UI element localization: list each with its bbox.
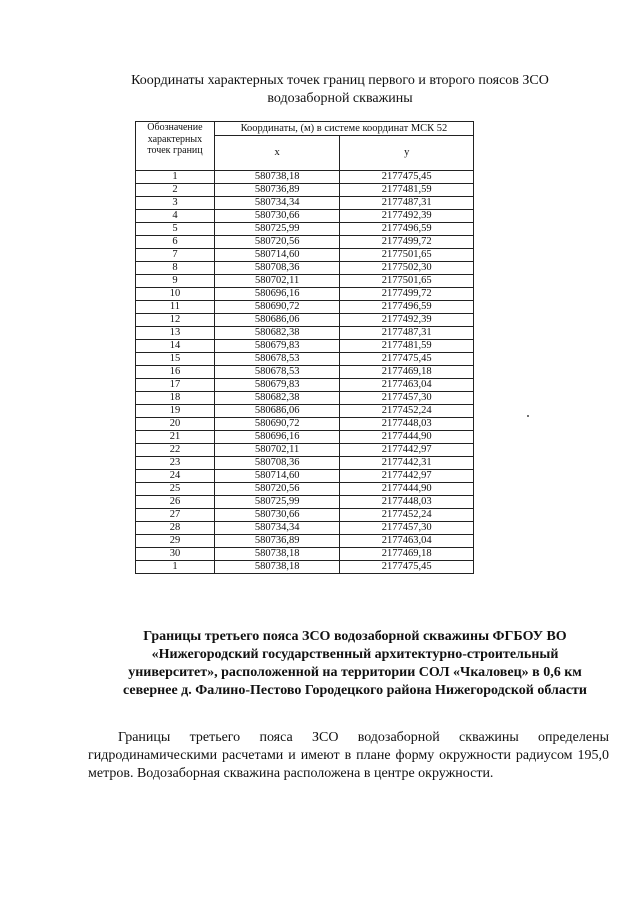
y-coordinate-cell: 2177448,03	[340, 496, 474, 509]
table-row	[136, 288, 474, 301]
x-coordinate-cell: 580738,18	[214, 171, 340, 184]
x-coordinate-cell: 580714,60	[214, 470, 340, 483]
table-row	[136, 353, 474, 366]
x-coordinate-cell: 580679,83	[214, 340, 340, 353]
table-row	[136, 275, 474, 288]
table-row	[136, 444, 474, 457]
x-coordinate-cell: 580725,99	[214, 496, 340, 509]
page-title	[60, 72, 620, 108]
y-coordinate-cell: 2177475,45	[340, 171, 474, 184]
point-number-cell: 25	[136, 483, 215, 496]
point-number-cell: 6	[136, 236, 215, 249]
y-coordinate-cell: 2177481,59	[340, 340, 474, 353]
point-number-cell: 15	[136, 353, 215, 366]
table-row	[136, 483, 474, 496]
y-coordinate-cell: 2177444,90	[340, 483, 474, 496]
x-coordinate-cell: 580736,89	[214, 535, 340, 548]
point-number-cell: 9	[136, 275, 215, 288]
coordinates-table-header	[136, 122, 474, 171]
table-row	[136, 210, 474, 223]
y-coordinate-cell: 2177457,30	[340, 392, 474, 405]
point-number-cell: 23	[136, 457, 215, 470]
header-designation: Обозначение характерных точек границ	[136, 122, 215, 171]
table-row	[136, 262, 474, 275]
point-number-cell: 12	[136, 314, 215, 327]
x-coordinate-cell: 580682,38	[214, 392, 340, 405]
y-coordinate-cell: 2177502,30	[340, 262, 474, 275]
point-number-cell: 18	[136, 392, 215, 405]
y-coordinate-cell: 2177463,04	[340, 379, 474, 392]
point-number-cell: 24	[136, 470, 215, 483]
x-coordinate-cell: 580738,18	[214, 561, 340, 574]
header-coordinate-system: Координаты, (м) в системе координат МСК 52	[214, 122, 473, 136]
x-coordinate-cell: 580690,72	[214, 301, 340, 314]
x-coordinate-cell: 580702,11	[214, 444, 340, 457]
y-coordinate-cell: 2177457,30	[340, 522, 474, 535]
table-row	[136, 535, 474, 548]
x-coordinate-cell: 580738,18	[214, 548, 340, 561]
y-coordinate-cell: 2177442,97	[340, 444, 474, 457]
coordinates-table-body	[136, 171, 474, 574]
x-coordinate-cell: 580734,34	[214, 522, 340, 535]
table-row	[136, 457, 474, 470]
point-number-cell: 14	[136, 340, 215, 353]
point-number-cell: 13	[136, 327, 215, 340]
y-coordinate-cell: 2177475,45	[340, 353, 474, 366]
table-row	[136, 392, 474, 405]
table-row	[136, 561, 474, 574]
page-title-line-1: Координаты характерных точек границ первого и второго поясов ЗСО	[131, 73, 549, 88]
point-number-cell: 1	[136, 171, 215, 184]
y-coordinate-cell: 2177475,45	[340, 561, 474, 574]
table-row	[136, 522, 474, 535]
point-number-cell: 20	[136, 418, 215, 431]
y-coordinate-cell: 2177481,59	[340, 184, 474, 197]
x-coordinate-cell: 580686,06	[214, 314, 340, 327]
y-coordinate-cell: 2177496,59	[340, 223, 474, 236]
point-number-cell: 10	[136, 288, 215, 301]
y-coordinate-cell: 2177487,31	[340, 327, 474, 340]
point-number-cell: 16	[136, 366, 215, 379]
scan-speck	[527, 415, 529, 417]
table-row	[136, 301, 474, 314]
table-row	[136, 431, 474, 444]
x-coordinate-cell: 580678,53	[214, 366, 340, 379]
point-number-cell: 17	[136, 379, 215, 392]
x-coordinate-cell: 580730,66	[214, 210, 340, 223]
y-coordinate-cell: 2177444,90	[340, 431, 474, 444]
y-coordinate-cell: 2177448,03	[340, 418, 474, 431]
y-coordinate-cell: 2177452,24	[340, 405, 474, 418]
table-row	[136, 405, 474, 418]
point-number-cell: 1	[136, 561, 215, 574]
third-belt-description: Границы третьего пояса ЗСО водозаборной скважины определены гидродинамическими расчетами и имеют в плане форму окружности радиусом 195,0 метров. Водозаборная скважина расположена в центре окружности.	[88, 730, 609, 781]
point-number-cell: 22	[136, 444, 215, 457]
third-belt-heading-line-4: севернее д. Фалино-Пестово Городецкого района Нижегородской области	[123, 683, 587, 698]
point-number-cell: 7	[136, 249, 215, 262]
y-coordinate-cell: 2177492,39	[340, 210, 474, 223]
table-row	[136, 509, 474, 522]
x-coordinate-cell: 580682,38	[214, 327, 340, 340]
header-x: x	[214, 136, 340, 171]
table-row	[136, 223, 474, 236]
point-number-cell: 19	[136, 405, 215, 418]
x-coordinate-cell: 580720,56	[214, 483, 340, 496]
y-coordinate-cell: 2177492,39	[340, 314, 474, 327]
x-coordinate-cell: 580720,56	[214, 236, 340, 249]
point-number-cell: 4	[136, 210, 215, 223]
x-coordinate-cell: 580696,16	[214, 431, 340, 444]
table-row	[136, 327, 474, 340]
y-coordinate-cell: 2177499,72	[340, 288, 474, 301]
y-coordinate-cell: 2177442,31	[340, 457, 474, 470]
x-coordinate-cell: 580708,36	[214, 457, 340, 470]
table-row	[136, 171, 474, 184]
table-row	[136, 314, 474, 327]
x-coordinate-cell: 580679,83	[214, 379, 340, 392]
x-coordinate-cell: 580690,72	[214, 418, 340, 431]
table-row	[136, 184, 474, 197]
table-row	[136, 418, 474, 431]
point-number-cell: 29	[136, 535, 215, 548]
x-coordinate-cell: 580686,06	[214, 405, 340, 418]
x-coordinate-cell: 580736,89	[214, 184, 340, 197]
y-coordinate-cell: 2177487,31	[340, 197, 474, 210]
table-row	[136, 548, 474, 561]
point-number-cell: 27	[136, 509, 215, 522]
y-coordinate-cell: 2177469,18	[340, 548, 474, 561]
third-belt-heading-line-1: Границы третьего пояса ЗСО водозаборной скважины ФГБОУ ВО	[143, 629, 567, 644]
point-number-cell: 3	[136, 197, 215, 210]
x-coordinate-cell: 580734,34	[214, 197, 340, 210]
y-coordinate-cell: 2177463,04	[340, 535, 474, 548]
x-coordinate-cell: 580678,53	[214, 353, 340, 366]
coordinates-table	[135, 121, 474, 574]
point-number-cell: 28	[136, 522, 215, 535]
table-row	[136, 470, 474, 483]
y-coordinate-cell: 2177499,72	[340, 236, 474, 249]
x-coordinate-cell: 580702,11	[214, 275, 340, 288]
y-coordinate-cell: 2177501,65	[340, 275, 474, 288]
table-row	[136, 340, 474, 353]
third-belt-heading-line-2: «Нижегородский государственный архитектурно-строительный	[151, 647, 559, 662]
page-title-line-2: водозаборной скважины	[267, 91, 413, 106]
point-number-cell: 11	[136, 301, 215, 314]
y-coordinate-cell: 2177469,18	[340, 366, 474, 379]
point-number-cell: 8	[136, 262, 215, 275]
y-coordinate-cell: 2177496,59	[340, 301, 474, 314]
table-row	[136, 249, 474, 262]
x-coordinate-cell: 580714,60	[214, 249, 340, 262]
x-coordinate-cell: 580725,99	[214, 223, 340, 236]
point-number-cell: 2	[136, 184, 215, 197]
y-coordinate-cell: 2177442,97	[340, 470, 474, 483]
table-row	[136, 236, 474, 249]
point-number-cell: 26	[136, 496, 215, 509]
y-coordinate-cell: 2177501,65	[340, 249, 474, 262]
table-row	[136, 366, 474, 379]
third-belt-heading-line-3: университет», расположенной на территории СОЛ «Чкаловец» в 0,6 км	[128, 665, 582, 680]
x-coordinate-cell: 580730,66	[214, 509, 340, 522]
third-belt-heading	[100, 628, 610, 700]
table-row	[136, 197, 474, 210]
point-number-cell: 30	[136, 548, 215, 561]
x-coordinate-cell: 580708,36	[214, 262, 340, 275]
point-number-cell: 5	[136, 223, 215, 236]
table-row	[136, 496, 474, 509]
table-row	[136, 379, 474, 392]
point-number-cell: 21	[136, 431, 215, 444]
x-coordinate-cell: 580696,16	[214, 288, 340, 301]
y-coordinate-cell: 2177452,24	[340, 509, 474, 522]
header-y: y	[340, 136, 474, 171]
